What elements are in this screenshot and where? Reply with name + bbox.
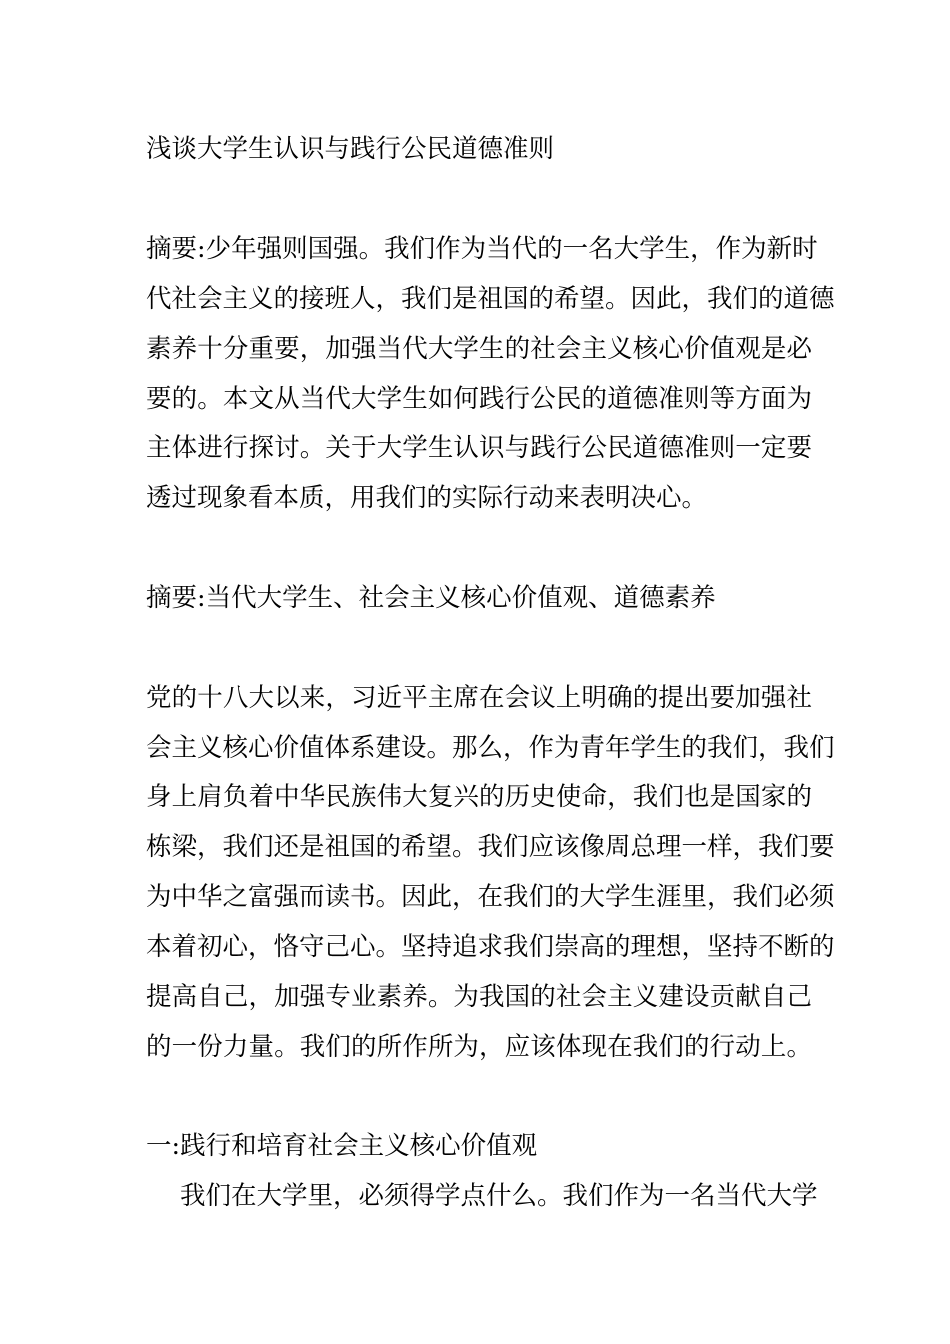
intro-line: 身上肩负着中华民族伟大复兴的历史使命，我们也是国家的	[146, 782, 812, 812]
abstract-line: 透过现象看本质，用我们的实际行动来表明决心。	[146, 483, 708, 513]
intro-line: 本着初心，恪守己心。坚持追求我们崇高的理想，坚持不断的	[146, 932, 835, 962]
intro-line: 提高自己，加强专业素养。为我国的社会主义建设贡献自己	[146, 982, 812, 1012]
abstract-line: 摘要:少年强则国强。我们作为当代的一名大学生，作为新时	[146, 234, 818, 264]
intro-line: 为中华之富强而读书。因此，在我们的大学生涯里，我们必须	[146, 882, 835, 912]
intro-line: 的一份力量。我们的所作所为，应该体现在我们的行动上。	[146, 1032, 812, 1062]
abstract-line: 代社会主义的接班人，我们是祖国的希望。因此，我们的道德	[146, 284, 835, 314]
document-title: 浅谈大学生认识与践行公民道德准则	[146, 134, 555, 164]
section-paragraph-line: 我们在大学里，必须得学点什么。我们作为一名当代大学	[180, 1181, 818, 1211]
abstract-line: 要的。本文从当代大学生如何践行公民的道德准则等方面为	[146, 384, 812, 414]
intro-line: 党的十八大以来，习近平主席在会议上明确的提出要加强社	[146, 683, 812, 713]
section-heading: 一:践行和培育社会主义核心价值观	[146, 1131, 538, 1161]
intro-line: 栋梁，我们还是祖国的希望。我们应该像周总理一样，我们要	[146, 832, 835, 862]
keywords-line: 摘要:当代大学生、社会主义核心价值观、道德素养	[146, 583, 716, 613]
intro-line: 会主义核心价值体系建设。那么，作为青年学生的我们，我们	[146, 733, 835, 763]
abstract-line: 主体进行探讨。关于大学生认识与践行公民道德准则一定要	[146, 433, 812, 463]
abstract-line: 素养十分重要，加强当代大学生的社会主义核心价值观是必	[146, 334, 812, 364]
